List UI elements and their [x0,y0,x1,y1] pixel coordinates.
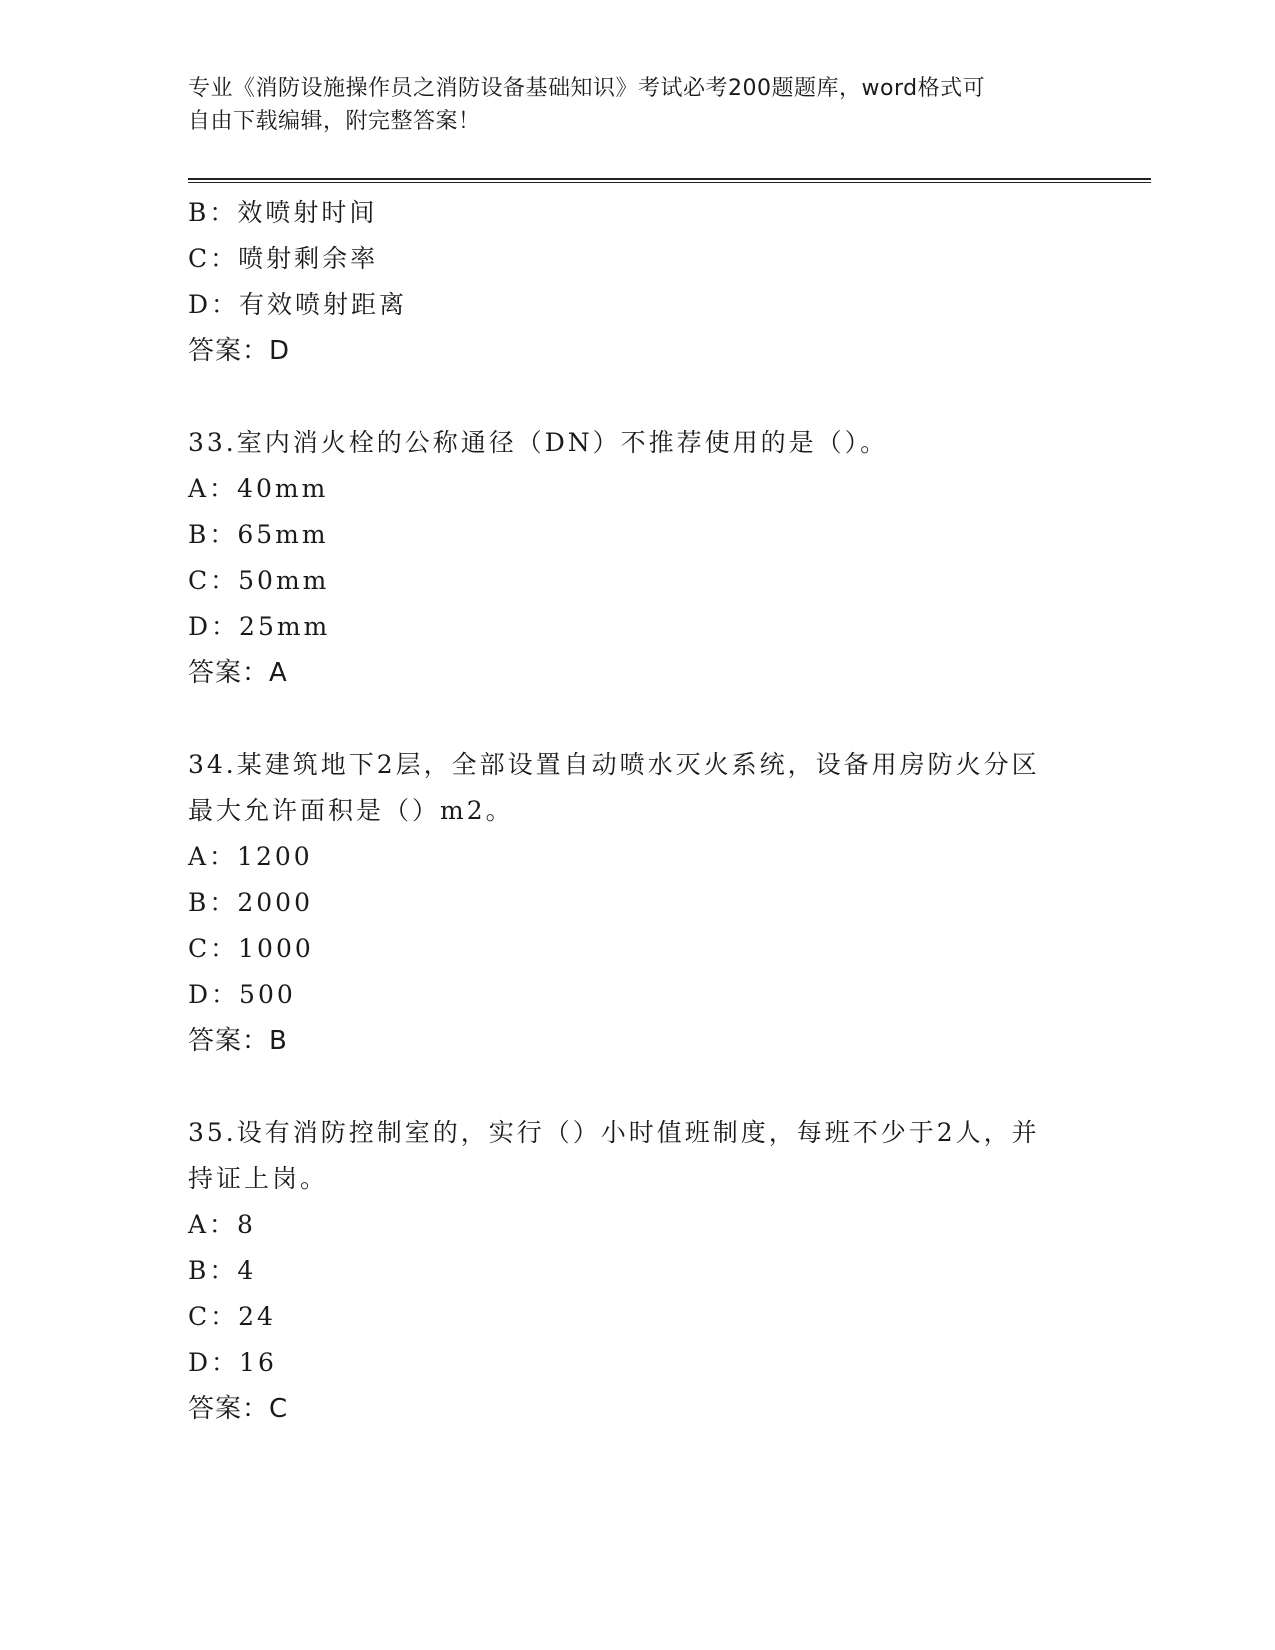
option-c: C：50mm [188,566,330,595]
answer-line: 答案：A [188,658,288,688]
question-text-line: 33.室内消火栓的公称通径（DN）不推荐使用的是（）。 [188,428,889,457]
option-b: B：4 [188,1256,257,1285]
answer-line: 答案：D [188,336,291,366]
option-b: B：65mm [188,520,329,549]
option-b: B：2000 [188,888,313,917]
option-d: D：16 [188,1348,277,1377]
spacer [188,696,1088,742]
option-d: D：500 [188,980,296,1009]
question-33 [188,420,1088,696]
question-text-line: 35.设有消防控制室的，实行（）小时值班制度，每班不少于2人，并 [188,1118,1040,1147]
option-c: C：喷射剩余率 [188,244,379,273]
option-a: A：1200 [188,842,313,871]
question-32-continued [188,190,1088,374]
header-line-1: 专业《消防设施操作员之消防设备基础知识》考试必考200题题库，word格式可 [188,76,986,101]
option-a: A：8 [188,1210,256,1239]
header-divider-thin [188,182,1151,183]
answer-line: 答案：B [188,1026,288,1056]
question-34 [188,742,1088,1064]
header-line-2: 自由下载编辑，附完整答案！ [188,109,481,134]
spacer [188,374,1088,420]
option-c: C：1000 [188,934,314,963]
spacer [188,1064,1088,1110]
question-list [188,190,1088,1432]
option-b: B：效喷射时间 [188,198,378,227]
option-a: A：40mm [188,474,329,503]
header-divider-thick [188,178,1151,180]
answer-line: 答案：C [188,1394,289,1424]
option-d: D：有效喷射距离 [188,290,408,319]
document-header [188,72,1088,138]
option-d: D：25mm [188,612,331,641]
question-text-line: 最大允许面积是（）m2。 [188,796,514,825]
question-text-line: 持证上岗。 [188,1164,329,1193]
option-c: C：24 [188,1302,276,1331]
question-35 [188,1110,1088,1432]
question-text-line: 34.某建筑地下2层，全部设置自动喷水灭火系统，设备用房防火分区 [188,750,1040,779]
